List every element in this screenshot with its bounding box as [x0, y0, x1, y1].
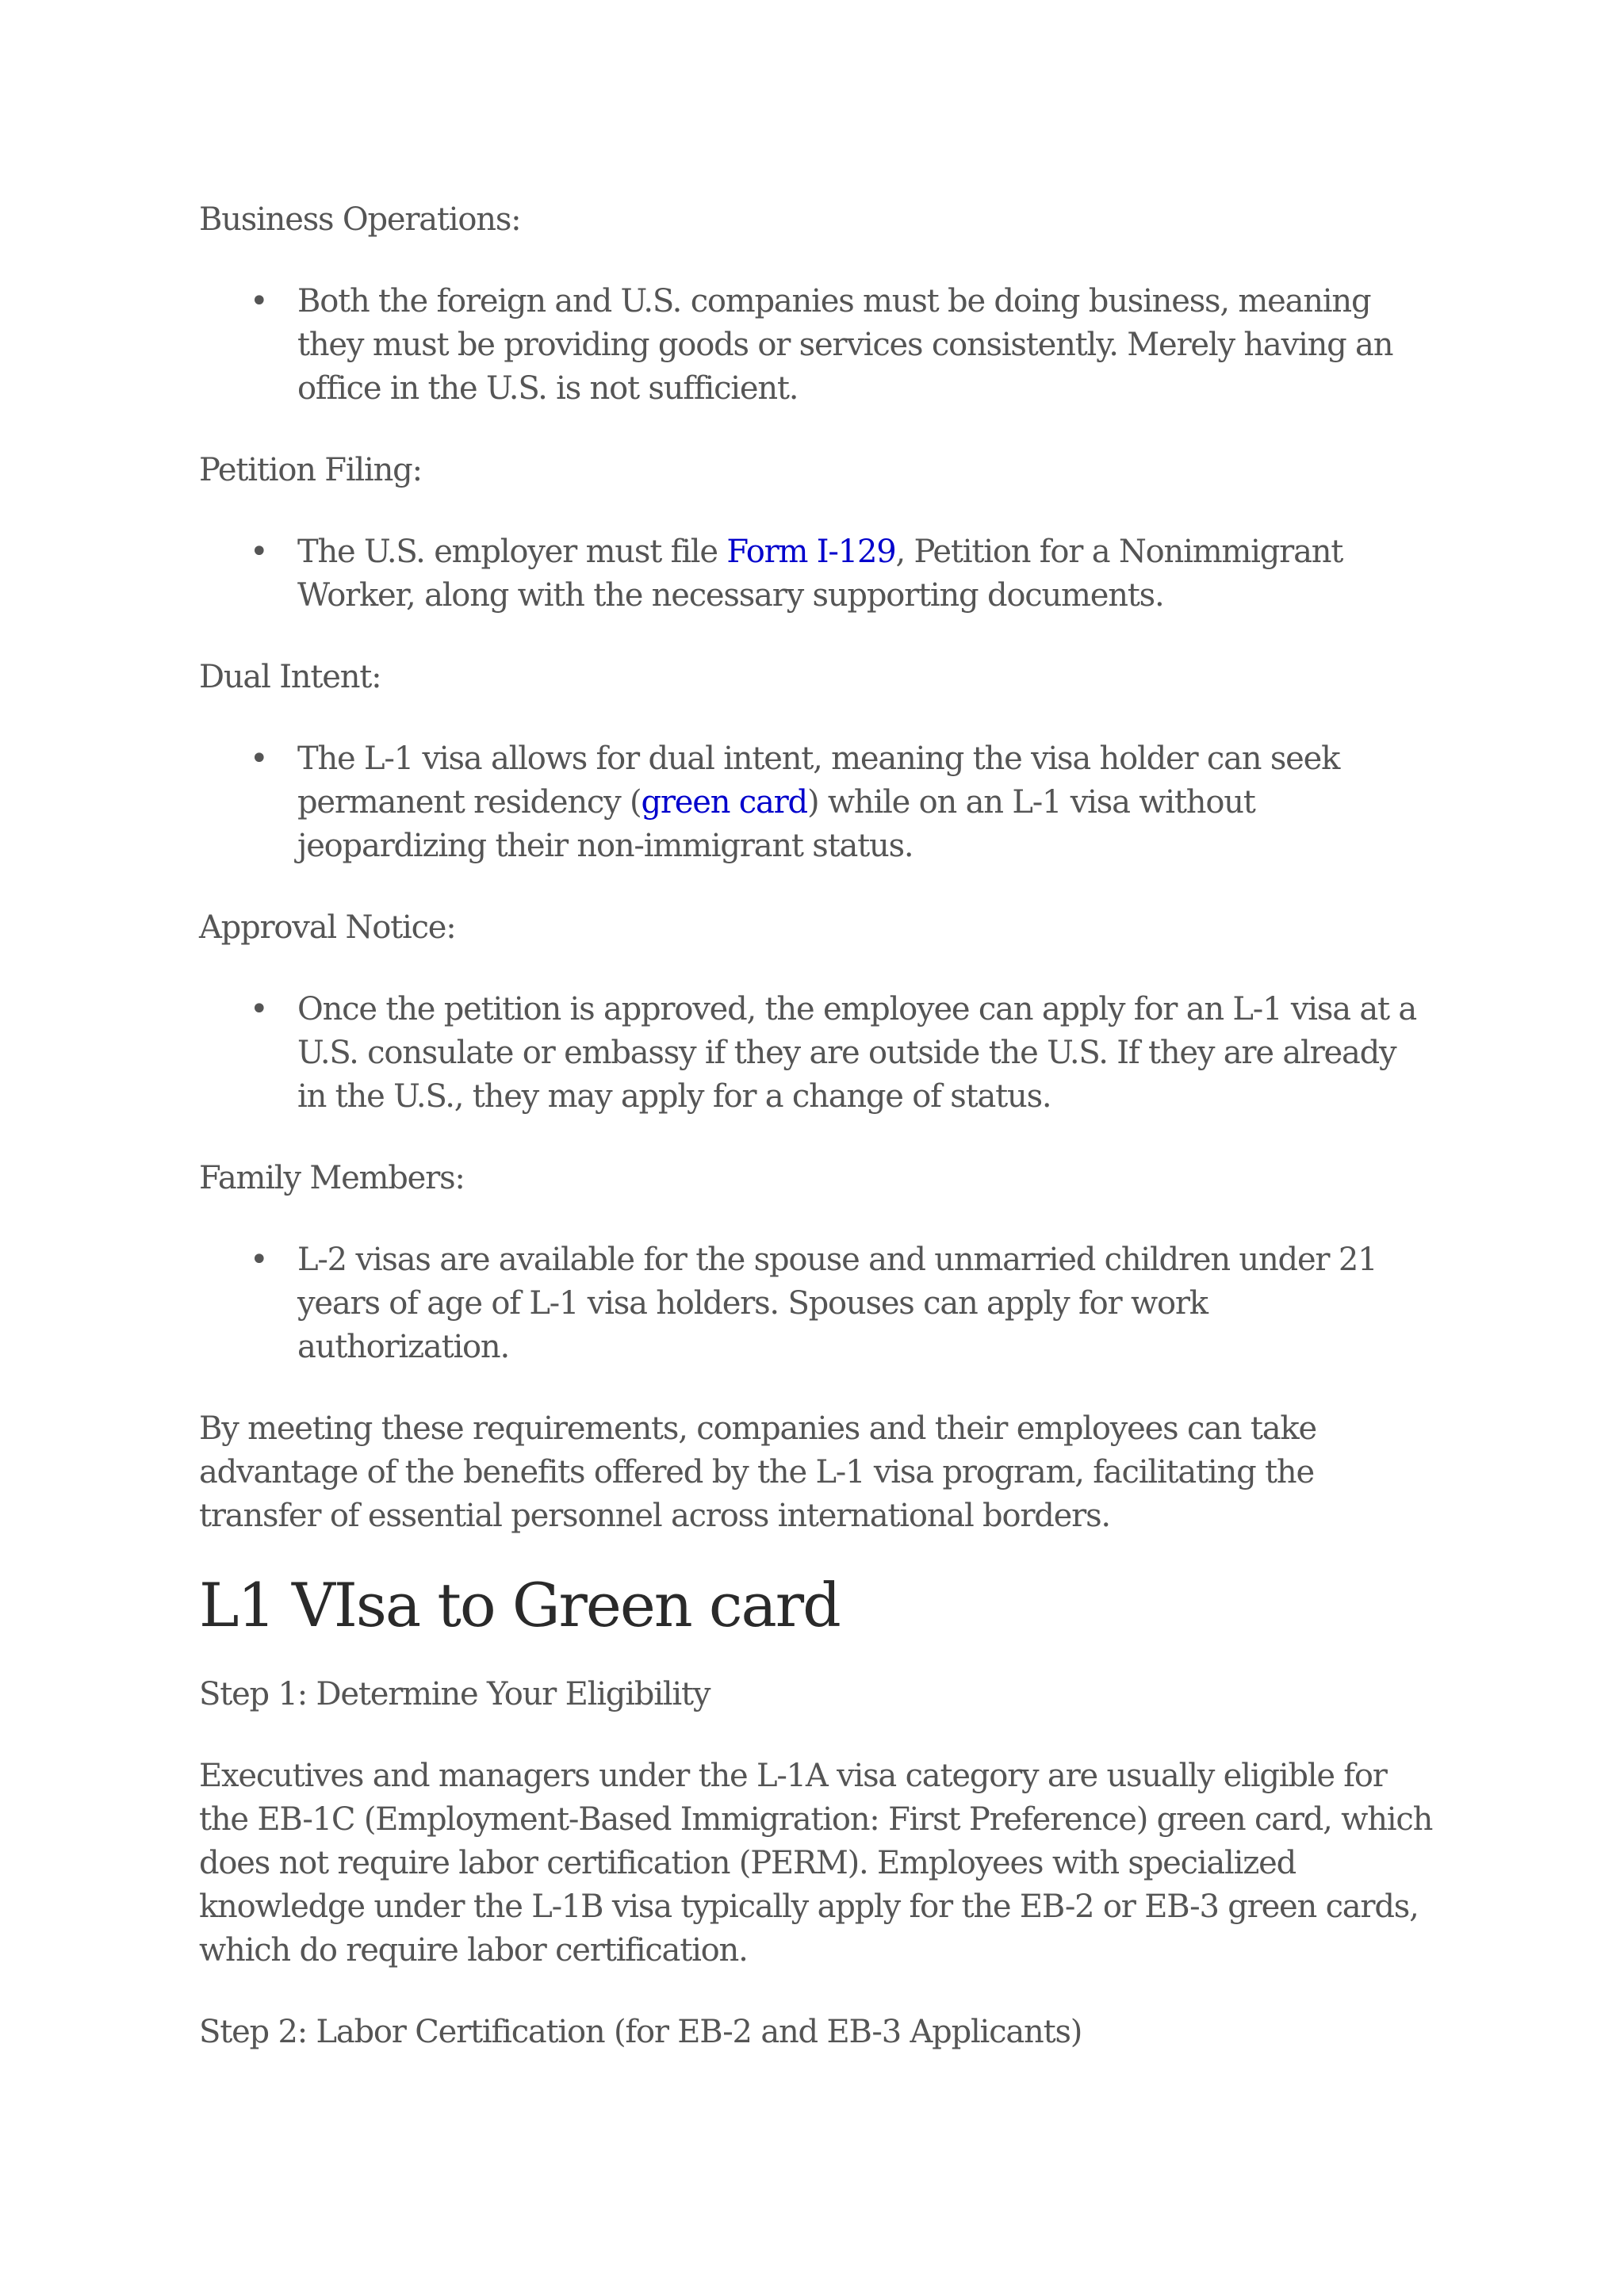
bullet-text-after: , Petition for a Nonimmigrant Worker, along with the necessary supporting documents. [297, 534, 1343, 614]
list-item [250, 737, 1436, 868]
list-item [250, 530, 1436, 618]
section-heading: L1 VIsa to Green card [199, 1570, 840, 1640]
section-label-dual-intent: Dual Intent: [199, 659, 381, 695]
section-label-petition-filing: Petition Filing: [199, 452, 422, 488]
bullet-text: L-2 visas are available for the spouse and unmarried children under 21 years of age of L-1 visa holders. Spouses can apply for work authorization. [297, 1242, 1377, 1365]
bullet-text: Once the petition is approved, the employee can apply for an L-1 visa at a U.S. consulate or embassy if they are outside the U.S. If they are already in the U.S., they may apply for a change of status. [297, 991, 1417, 1115]
bullet-text-after: ) while on an L-1 visa without jeopardizing their non-immigrant status. [297, 784, 1255, 864]
step1-label: Step 1: Determine Your Eligibility [199, 1676, 710, 1712]
bullet-text-before: The L-1 visa allows for dual intent, meaning the visa holder can seek permanent residency ( [297, 740, 1340, 821]
document-page [199, 198, 1436, 2092]
bullet-list-business-operations [199, 280, 1436, 411]
bullet-list-approval-notice [199, 988, 1436, 1119]
section-label-approval-notice: Approval Notice: [199, 909, 456, 946]
section-label-family-members: Family Members: [199, 1160, 465, 1196]
bullet-text: Both the foreign and U.S. companies must be doing business, meaning they must be providing goods or services consistently. Merely having an office in the U.S. is not sufficient. [297, 283, 1393, 407]
bullet-text-before: The U.S. employer must file [297, 534, 727, 570]
step1-paragraph: Executives and managers under the L-1A visa category are usually eligible for the EB-1C (Employment-Based Immigration: First Preference) green card, which does not require labor certification (PERM). Employees with specialized knowledge under the L-1B visa typically apply for the EB-2 or EB-3 green cards, which do require labor certification. [199, 1758, 1433, 1969]
bullet-icon: • [250, 534, 268, 570]
closing-paragraph: By meeting these requirements, companies and their employees can take advantage of the benefits offered by the L-1 visa program, facilitating the transfer of essential personnel across international borders. [199, 1410, 1316, 1534]
form-i129-link[interactable]: Form I-129 [726, 534, 896, 570]
bullet-list-family-members [199, 1238, 1436, 1369]
bullet-list-dual-intent [199, 737, 1436, 868]
bullet-icon: • [250, 991, 268, 1027]
list-item [250, 1238, 1436, 1369]
section-label-business-operations: Business Operations: [199, 201, 521, 238]
list-item [250, 988, 1436, 1119]
bullet-icon: • [250, 740, 268, 777]
bullet-icon: • [250, 1242, 268, 1278]
green-card-link[interactable]: green card [641, 784, 807, 821]
bullet-icon: • [250, 283, 268, 320]
bullet-list-petition-filing [199, 530, 1436, 618]
step2-label: Step 2: Labor Certification (for EB-2 and EB-3 Applicants) [199, 2014, 1082, 2050]
list-item [250, 280, 1436, 411]
